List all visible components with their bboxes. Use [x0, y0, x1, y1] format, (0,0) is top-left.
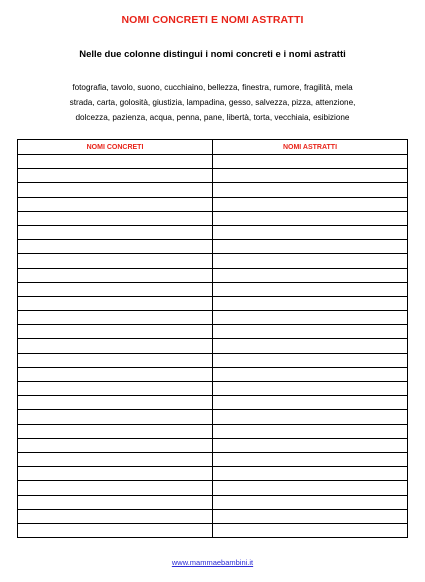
- footer-link[interactable]: www.mammaebambini.it: [171, 558, 254, 567]
- abstract-noun-cell[interactable]: [213, 452, 408, 466]
- concrete-noun-cell[interactable]: [18, 254, 213, 268]
- table-header-row: [18, 140, 408, 155]
- table-row: [18, 495, 408, 509]
- abstract-noun-cell[interactable]: [213, 169, 408, 183]
- abstract-noun-cell[interactable]: [213, 438, 408, 452]
- abstract-noun-cell[interactable]: [213, 353, 408, 367]
- concrete-noun-cell[interactable]: [18, 467, 213, 481]
- abstract-noun-cell[interactable]: [213, 495, 408, 509]
- abstract-noun-cell[interactable]: [213, 325, 408, 339]
- table-row: [18, 339, 408, 353]
- abstract-noun-cell[interactable]: [213, 311, 408, 325]
- abstract-noun-cell[interactable]: [213, 225, 408, 239]
- concrete-noun-cell[interactable]: [18, 311, 213, 325]
- abstract-noun-cell[interactable]: [213, 183, 408, 197]
- table-row: [18, 396, 408, 410]
- table-row: [18, 296, 408, 310]
- abstract-noun-cell[interactable]: [213, 382, 408, 396]
- page-title: NOMI CONCRETI E NOMI ASTRATTI: [121, 14, 304, 26]
- abstract-noun-cell[interactable]: [213, 481, 408, 495]
- concrete-noun-cell[interactable]: [18, 353, 213, 367]
- answer-table: [17, 139, 408, 538]
- concrete-noun-cell[interactable]: [18, 197, 213, 211]
- concrete-noun-cell[interactable]: [18, 410, 213, 424]
- concrete-noun-cell[interactable]: [18, 382, 213, 396]
- concrete-noun-cell[interactable]: [18, 438, 213, 452]
- table-row: [18, 367, 408, 381]
- concrete-noun-cell[interactable]: [18, 211, 213, 225]
- concrete-noun-cell[interactable]: [18, 339, 213, 353]
- table-row: [18, 155, 408, 169]
- concrete-noun-cell[interactable]: [18, 169, 213, 183]
- concrete-noun-cell[interactable]: [18, 509, 213, 523]
- concrete-noun-cell[interactable]: [18, 240, 213, 254]
- abstract-noun-cell[interactable]: [213, 268, 408, 282]
- abstract-noun-cell[interactable]: [213, 410, 408, 424]
- concrete-noun-cell[interactable]: [18, 268, 213, 282]
- table-row: [18, 254, 408, 268]
- concrete-noun-cell[interactable]: [18, 424, 213, 438]
- abstract-noun-cell[interactable]: [213, 254, 408, 268]
- abstract-noun-cell[interactable]: [213, 509, 408, 523]
- concrete-noun-cell[interactable]: [18, 225, 213, 239]
- table-row: [18, 197, 408, 211]
- table-row: [18, 424, 408, 438]
- word-list: [0, 80, 425, 125]
- table-row: [18, 325, 408, 339]
- concrete-noun-cell[interactable]: [18, 495, 213, 509]
- abstract-noun-cell[interactable]: [213, 339, 408, 353]
- table-row: [18, 169, 408, 183]
- answer-table-container: [17, 139, 408, 538]
- abstract-noun-cell[interactable]: [213, 155, 408, 169]
- table-row: [18, 481, 408, 495]
- table-row: [18, 382, 408, 396]
- abstract-noun-cell[interactable]: [213, 523, 408, 537]
- abstract-noun-cell[interactable]: [213, 396, 408, 410]
- concrete-noun-cell[interactable]: [18, 296, 213, 310]
- concrete-noun-cell[interactable]: [18, 155, 213, 169]
- concrete-noun-cell[interactable]: [18, 452, 213, 466]
- table-row: [18, 353, 408, 367]
- table-row: [18, 410, 408, 424]
- concrete-noun-cell[interactable]: [18, 481, 213, 495]
- table-row: [18, 282, 408, 296]
- concrete-noun-cell[interactable]: [18, 523, 213, 537]
- word-line: strada, carta, golosità, giustizia, lampadina, gesso, salvezza, pizza, attenzione,: [69, 98, 356, 107]
- abstract-noun-cell[interactable]: [213, 367, 408, 381]
- table-row: [18, 452, 408, 466]
- abstract-noun-cell[interactable]: [213, 296, 408, 310]
- abstract-noun-cell[interactable]: [213, 240, 408, 254]
- abstract-noun-cell[interactable]: [213, 467, 408, 481]
- instruction-text: Nelle due colonne distingui i nomi concreti e i nomi astratti: [79, 49, 346, 60]
- abstract-noun-cell[interactable]: [213, 211, 408, 225]
- concrete-noun-cell[interactable]: [18, 325, 213, 339]
- header-concrete-nouns: NOMI CONCRETI: [18, 140, 213, 155]
- abstract-noun-cell[interactable]: [213, 282, 408, 296]
- abstract-noun-cell[interactable]: [213, 424, 408, 438]
- header-abstract-nouns: NOMI ASTRATTI: [213, 140, 408, 155]
- table-row: [18, 438, 408, 452]
- table-row: [18, 509, 408, 523]
- table-row: [18, 467, 408, 481]
- table-row: [18, 211, 408, 225]
- table-row: [18, 311, 408, 325]
- word-line: dolcezza, pazienza, acqua, penna, pane, libertà, torta, vecchiaia, esibizione: [75, 113, 350, 122]
- table-row: [18, 225, 408, 239]
- table-row: [18, 268, 408, 282]
- abstract-noun-cell[interactable]: [213, 197, 408, 211]
- table-row: [18, 240, 408, 254]
- concrete-noun-cell[interactable]: [18, 367, 213, 381]
- table-body: [18, 155, 408, 538]
- concrete-noun-cell[interactable]: [18, 282, 213, 296]
- concrete-noun-cell[interactable]: [18, 396, 213, 410]
- table-row: [18, 183, 408, 197]
- word-line: fotografia, tavolo, suono, cucchiaino, bellezza, finestra, rumore, fragilità, mela: [72, 83, 353, 92]
- concrete-noun-cell[interactable]: [18, 183, 213, 197]
- table-row: [18, 523, 408, 537]
